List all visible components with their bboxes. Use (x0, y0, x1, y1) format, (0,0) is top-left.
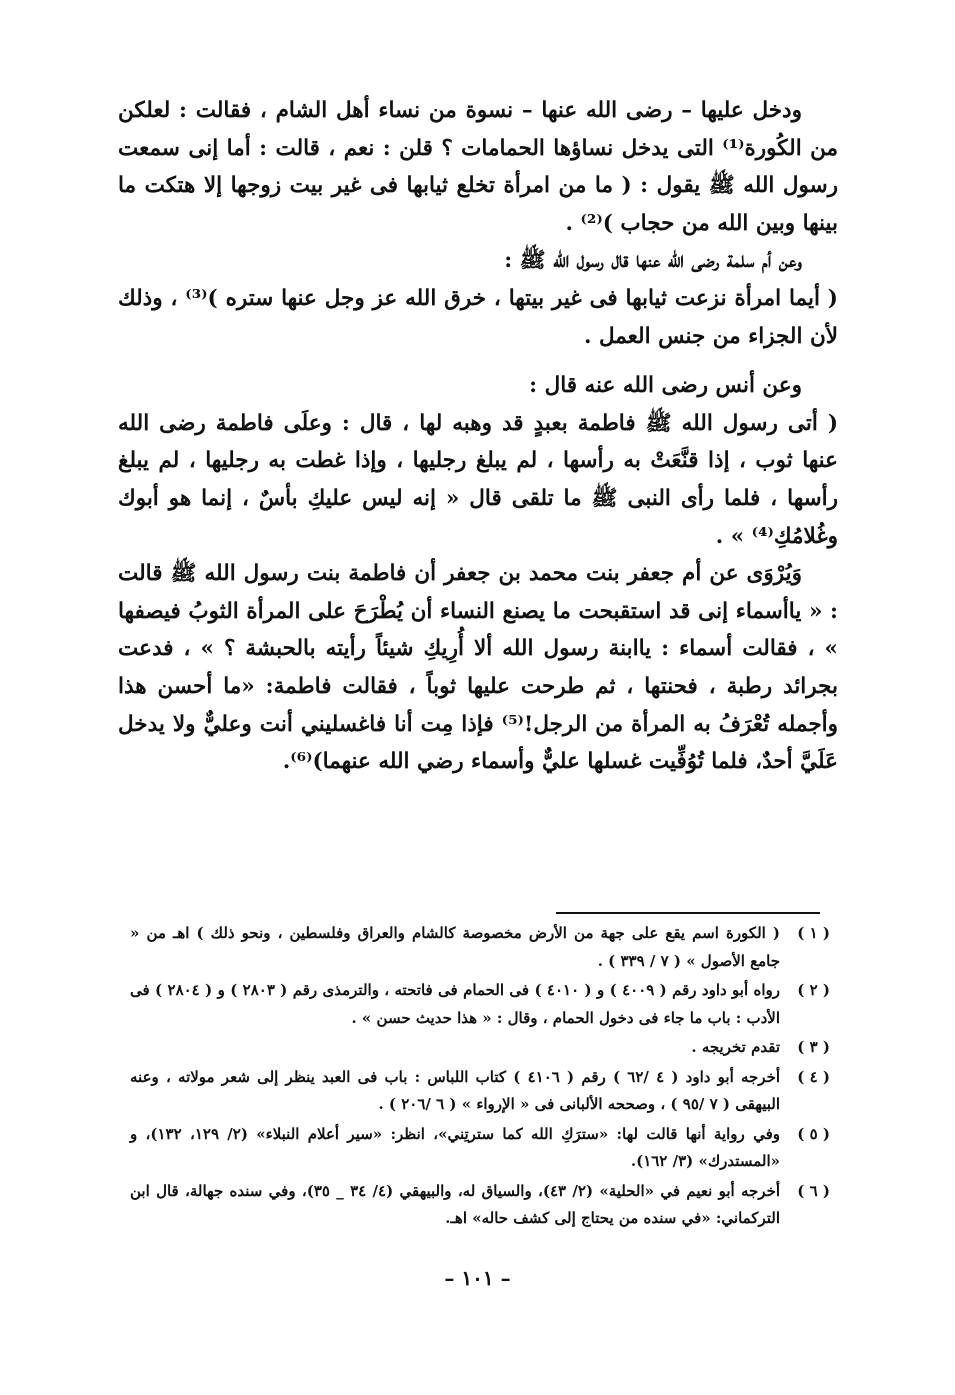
footnote (130, 1121, 830, 1176)
footnote-number: ( ٦ ) (797, 1181, 830, 1200)
paragraph: ودخل عليها – رضى الله عنها – نسوة من نساء أهل الشام ، فقالت : لعلكن من الكُورة⁽¹⁾ التى يدخل نساؤها الحمامات ؟ قلن : نعم ، قالت : أما إنى سمعت رسول الله ﷺ يقول : ( ما من امرأة تخلع ثيابها فى غير بيت زوجها إلا هتكت ما بينها وبين الله من حجاب )⁽²⁾ . (118, 98, 838, 236)
footnote-text: وفي رواية أنها قالت لها: «سترَكِ الله كما سترتِني»، انظر: «سير أعلام النبلاء» (٢/ ١٢٩، ١٣٢)، و «المستدرك» (٣/ ١٦٢). (130, 1124, 780, 1170)
footnote-number: ( ١ ) (797, 924, 830, 942)
footnote (130, 1034, 830, 1062)
footnote (130, 920, 830, 975)
footnote-text: أخرجه أبو داود ( ٤ /٦٢ ) رقم ( ٤١٠٦ ) كتاب اللباس : باب فى العبد ينظر إلى شعر مولاته ، وعنه البيهقى ( ٧ /٩٥ ) ، وصححه الألبانى فى « الإرواء » ( ٦ /٢٠٦ ) . (130, 1067, 781, 1113)
footnote-text: ( الكورة اسم يقع على جهة من الأرض مخصوصة كالشام والعراق وفلسطين ، ونحو ذلك ) اهـ من « جامع الأصول » ( ٧ / ٣٣٩ ) . (130, 924, 780, 970)
footnote-number: ( ٢ ) (797, 981, 830, 999)
footnote-separator (556, 912, 820, 914)
footnote (130, 1178, 830, 1233)
footnote-text: أخرجه أبو نعيم في «الحلية» (٢/ ٤٣)، والسياق له، والبيهقي (٤/ ٣٤ _ ٣٥)، وفي سنده جهالة، قال ابن التركماني: «في سنده من يحتاج إلى كشف حاله» اهـ. (130, 1181, 781, 1227)
footnote (130, 1064, 830, 1119)
footnote-number: ( ٥ ) (797, 1124, 830, 1143)
main-text (118, 92, 838, 781)
footnote-number: ( ٤ ) (797, 1067, 830, 1086)
paragraph: وَيُرْوَى عن أم جعفر بنت محمد بن جعفر أن فاطمة بنت رسول الله ﷺ قالت : « ياأسماء إنى قد استقبحت ما يصنع النساء أن يُطْرَحَ على المرأة الثوبُ فيصفها » ، فقالت أسماء : ياابنة رسول الله ألا أُرِيكِ شيئاً رأيته بالحبشة ؟ » ، فدعت بجرائد رطبة ، فحنتها ، ثم طرحت عليها ثوباً ، فقالت فاطمة: «ما أحسن هذا وأجمله تُعْرَفُ به المرأة من الرجل!⁽⁵⁾ فإذا مِت أنا فاغسليني أنت وعليٌّ ولا يدخل عَلَيَّ أحدٌ، فلما تُوُفِّيت غسلها عليٌّ وأسماء رضي الله عنهما)⁽⁶⁾. (118, 561, 839, 775)
footnote (130, 977, 830, 1032)
footnote-text: رواه أبو داود رقم ( ٤٠٠٩ ) و ( ٤٠١٠ ) فى الحمام فى فاتحته ، والترمذى رقم ( ٢٨٠٣ ) و ( ٢٨٠٤ ) فى الأدب : باب ما جاء فى دخول الحمام ، وقال : « هذا حديث حسن » . (130, 981, 781, 1027)
paragraph: وعن أم سلمة رضى الله عنها قال رسول الله ﷺ : (504, 248, 802, 274)
footnotes (130, 920, 830, 1235)
page-number: – ١٠١ – (444, 1266, 511, 1290)
footnote-text: تقدم تخريجه . (691, 1038, 780, 1056)
paragraph: ( أيما امرأة نزعت ثيابها فى غير بيتها ، خرق الله عز وجل عنها ستره )⁽³⁾ ، وذلك لأن الجزاء من جنس العمل . (118, 285, 838, 349)
paragraph: ( أتى رسول الله ﷺ فاطمة بعبدٍ قد وهبه لها ، قال : وعلَى فاطمة رضى الله عنها ثوب ، إذا قنَّعَتْ به رأسها ، لم يبلغ رجليها ، وإذا غطت به رجليها ، لم يبلغ رأسها ، فلما رأى النبى ﷺ ما تلقى قال « إنه ليس عليكِ بأسٌ ، إنما هو أبوك وغُلامُكِ⁽⁴⁾ » . (118, 410, 838, 549)
paragraph: وعن أنس رضى الله عنه قال : (529, 373, 802, 399)
footnote-number: ( ٣ ) (797, 1038, 830, 1056)
